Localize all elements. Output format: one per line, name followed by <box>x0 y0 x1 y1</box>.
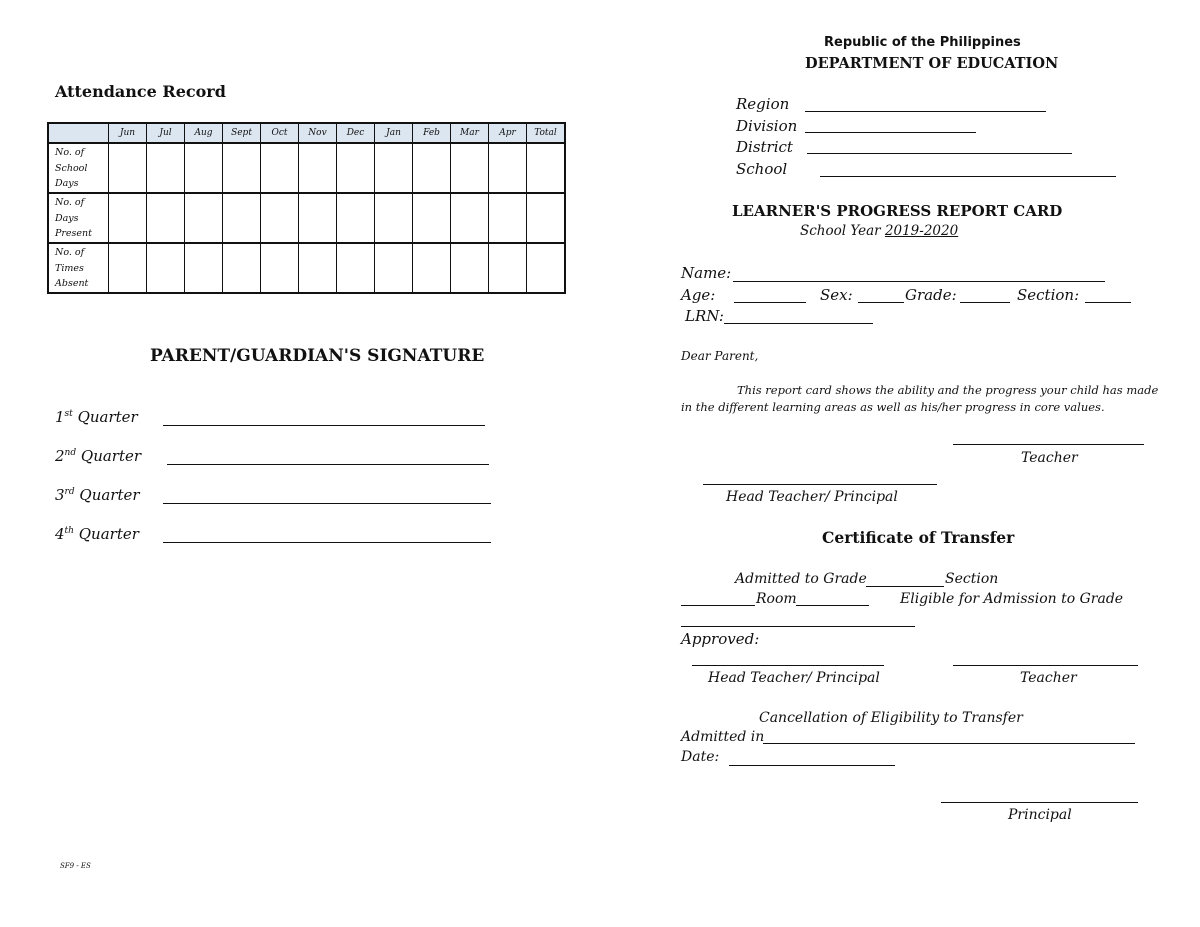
admitted-grade-line[interactable] <box>866 586 944 587</box>
department-heading: DEPARTMENT OF EDUCATION <box>805 55 1059 72</box>
name-label: Name: <box>681 264 732 282</box>
month-header: Apr <box>489 123 527 143</box>
attendance-cell[interactable] <box>451 143 489 193</box>
signature-title: PARENT/GUARDIAN'S SIGNATURE <box>150 346 485 366</box>
month-header: Total <box>527 123 566 143</box>
grade-line[interactable] <box>960 302 1010 303</box>
quarter-4-signature-line[interactable] <box>163 542 491 543</box>
month-header: Aug <box>185 123 223 143</box>
attendance-cell[interactable] <box>299 193 337 243</box>
attendance-cell[interactable] <box>527 193 566 243</box>
admitted-in-label: Admitted in <box>681 729 765 745</box>
quarter-1-label: 1st Quarter <box>55 408 138 426</box>
attendance-cell[interactable] <box>375 193 413 243</box>
attendance-cell[interactable] <box>489 243 527 293</box>
attendance-cell[interactable] <box>147 143 185 193</box>
room-line[interactable] <box>796 605 869 606</box>
attendance-table <box>47 122 566 294</box>
transfer-head-teacher-caption: Head Teacher/ Principal <box>708 670 880 686</box>
date-label: Date: <box>681 749 720 765</box>
attendance-cell[interactable] <box>527 243 566 293</box>
eligible-grade-line[interactable] <box>681 626 915 627</box>
region-label: Region <box>736 95 790 113</box>
admitted-to-grade-label: Admitted to Grade <box>735 571 867 587</box>
attendance-cell[interactable] <box>299 143 337 193</box>
grade-label: Grade: <box>905 286 957 304</box>
head-teacher-caption: Head Teacher/ Principal <box>726 489 898 505</box>
attendance-row-days-present <box>48 193 565 243</box>
attendance-cell[interactable] <box>413 193 451 243</box>
principal-caption: Principal <box>1008 807 1072 823</box>
quarter-3-label: 3rd Quarter <box>55 486 140 504</box>
transfer-head-teacher-line[interactable] <box>692 665 884 666</box>
attendance-corner-cell <box>48 123 109 143</box>
attendance-cell[interactable] <box>337 143 375 193</box>
attendance-cell[interactable] <box>223 143 261 193</box>
head-teacher-signature-line[interactable] <box>703 484 937 485</box>
age-line[interactable] <box>734 302 806 303</box>
attendance-cell[interactable] <box>413 243 451 293</box>
attendance-cell[interactable] <box>223 243 261 293</box>
transfer-title: Certificate of Transfer <box>822 528 1015 547</box>
section-transfer-label: Section <box>945 571 999 587</box>
attendance-cell[interactable] <box>375 243 413 293</box>
eligible-label: Eligible for Admission to Grade <box>900 591 1124 607</box>
quarter-4-label: 4th Quarter <box>55 525 139 543</box>
row-label: No. of School Days <box>48 143 109 193</box>
room-label: Room <box>756 591 797 607</box>
region-line[interactable] <box>805 111 1046 112</box>
attendance-cell[interactable] <box>147 193 185 243</box>
attendance-cell[interactable] <box>299 243 337 293</box>
room-prefix-line[interactable] <box>681 605 755 606</box>
attendance-cell[interactable] <box>413 143 451 193</box>
attendance-title: Attendance Record <box>55 82 226 101</box>
month-header: Nov <box>299 123 337 143</box>
attendance-cell[interactable] <box>185 193 223 243</box>
attendance-row-times-absent <box>48 243 565 293</box>
admitted-in-line[interactable] <box>763 743 1135 744</box>
attendance-cell[interactable] <box>147 243 185 293</box>
attendance-cell[interactable] <box>261 143 299 193</box>
report-card-title: LEARNER'S PROGRESS REPORT CARD <box>732 202 1063 220</box>
quarter-2-label: 2nd Quarter <box>55 447 142 465</box>
message-line-2: in the different learning areas as well as his/her progress in core values. <box>681 400 1105 414</box>
quarter-2-signature-line[interactable] <box>167 464 489 465</box>
school-year-value: 2019-2020 <box>884 223 959 239</box>
quarter-3-signature-line[interactable] <box>163 503 491 504</box>
attendance-cell[interactable] <box>337 193 375 243</box>
transfer-teacher-line[interactable] <box>953 665 1138 666</box>
month-header: Feb <box>413 123 451 143</box>
age-label: Age: <box>681 286 716 304</box>
attendance-cell[interactable] <box>489 143 527 193</box>
lrn-line[interactable] <box>724 323 873 324</box>
attendance-cell[interactable] <box>223 193 261 243</box>
lrn-label: LRN: <box>685 307 724 325</box>
row-label: No. of Days Present <box>48 193 109 243</box>
approved-label: Approved: <box>681 630 760 648</box>
month-header: Mar <box>451 123 489 143</box>
division-line[interactable] <box>805 132 976 133</box>
attendance-cell[interactable] <box>185 143 223 193</box>
attendance-cell[interactable] <box>451 193 489 243</box>
district-label: District <box>736 138 793 156</box>
attendance-cell[interactable] <box>261 193 299 243</box>
cancellation-title: Cancellation of Eligibility to Transfer <box>759 710 1023 726</box>
sex-line[interactable] <box>858 302 904 303</box>
month-header: Jan <box>375 123 413 143</box>
teacher-caption: Teacher <box>1021 450 1078 466</box>
attendance-cell[interactable] <box>527 143 566 193</box>
school-line[interactable] <box>820 176 1116 177</box>
attendance-cell[interactable] <box>109 143 147 193</box>
attendance-cell[interactable] <box>451 243 489 293</box>
attendance-cell[interactable] <box>109 243 147 293</box>
month-header: Jun <box>109 123 147 143</box>
row-label: No. of Times Absent <box>48 243 109 293</box>
district-line[interactable] <box>807 153 1072 154</box>
school-year-label: School Year <box>800 223 881 239</box>
section-label: Section: <box>1017 286 1080 304</box>
name-line[interactable] <box>733 281 1105 282</box>
month-header: Sept <box>223 123 261 143</box>
attendance-cell[interactable] <box>337 243 375 293</box>
month-header: Dec <box>337 123 375 143</box>
form-code: SF9 - ES <box>60 862 91 870</box>
republic-heading: Republic of the Philippines <box>824 35 1021 50</box>
teacher-signature-line[interactable] <box>953 444 1144 445</box>
attendance-cell[interactable] <box>109 193 147 243</box>
message-line-1: This report card shows the ability and the progress your child has made <box>737 383 1159 397</box>
attendance-cell[interactable] <box>375 143 413 193</box>
date-line[interactable] <box>729 765 895 766</box>
principal-signature-line[interactable] <box>941 802 1138 803</box>
transfer-teacher-caption: Teacher <box>1020 670 1077 686</box>
attendance-cell[interactable] <box>185 243 223 293</box>
attendance-row-school-days <box>48 143 565 193</box>
school-label: School <box>736 160 788 178</box>
attendance-cell[interactable] <box>261 243 299 293</box>
school-year <box>800 223 958 239</box>
dear-parent: Dear Parent, <box>681 349 759 363</box>
attendance-header-row <box>48 123 565 143</box>
quarter-1-signature-line[interactable] <box>163 425 485 426</box>
division-label: Division <box>736 117 798 135</box>
sex-label: Sex: <box>820 286 853 304</box>
month-header: Jul <box>147 123 185 143</box>
section-line[interactable] <box>1085 302 1131 303</box>
month-header: Oct <box>261 123 299 143</box>
attendance-cell[interactable] <box>489 193 527 243</box>
